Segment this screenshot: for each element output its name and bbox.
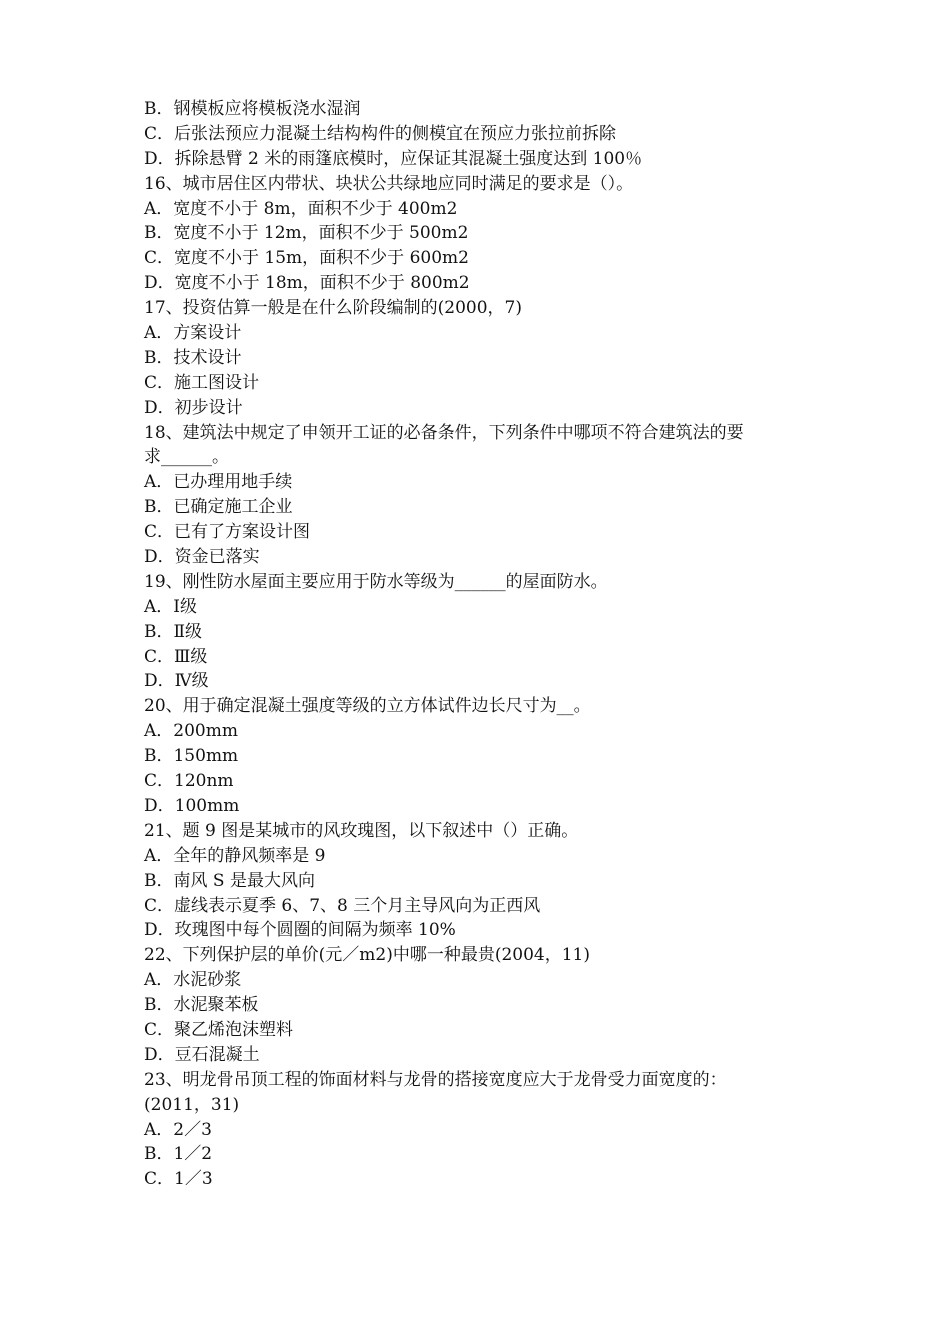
option-line: C．Ⅲ级 xyxy=(144,646,208,667)
option-line: A．水泥砂浆 xyxy=(144,970,242,991)
option-line: C．施工图设计 xyxy=(144,372,260,393)
option-line: D．宽度不小于 18m，面积不少于 800m2 xyxy=(144,273,470,294)
option-line: C．虚线表示夏季 6、7、8 三个月主导风向为正西风 xyxy=(144,895,541,916)
question-21: 21、题 9 图是某城市的风玫瑰图，以下叙述中（）正确。 xyxy=(144,820,579,841)
option-line: A．全年的静风频率是 9 xyxy=(144,845,326,866)
option-line: C．1／3 xyxy=(144,1169,213,1190)
option-line: B．150mm xyxy=(144,746,239,767)
option-line: C．120nm xyxy=(144,771,234,792)
option-line: B．钢模板应将模板浇水湿润 xyxy=(144,99,361,119)
option-line: A．已办理用地手续 xyxy=(144,472,293,493)
question-18: 18、建筑法中规定了申领开工证的必备条件，下列条件中哪项不符合建筑法的要 xyxy=(144,422,744,443)
option-line: C．后张法预应力混凝土结构构件的侧模宜在预应力张拉前拆除 xyxy=(144,123,617,144)
option-line: D．豆石混凝土 xyxy=(144,1044,260,1065)
option-line: B．技术设计 xyxy=(144,347,242,368)
option-line: A．宽度不小于 8m，面积不少于 400m2 xyxy=(144,198,458,219)
option-line: D．Ⅳ级 xyxy=(144,671,209,692)
option-line: D．资金已落实 xyxy=(144,547,260,568)
question-20: 20、用于确定混凝土强度等级的立方体试件边长尺寸为__。 xyxy=(144,696,591,717)
option-line: D．初步设计 xyxy=(144,397,243,418)
question-18-continued: 求______。 xyxy=(144,447,229,468)
document-body xyxy=(144,97,814,1192)
option-line: A．Ⅰ级 xyxy=(144,596,197,617)
option-line: B．已确定施工企业 xyxy=(144,497,293,518)
option-line: A．2／3 xyxy=(144,1119,212,1140)
option-line: C．宽度不小于 15m，面积不少于 600m2 xyxy=(144,248,469,269)
option-line: B．南风 S 是最大风向 xyxy=(144,870,315,891)
option-line: A．方案设计 xyxy=(144,323,242,344)
option-line: A．200mm xyxy=(144,721,238,742)
option-line: B．1／2 xyxy=(144,1144,213,1165)
question-17: 17、投资估算一般是在什么阶段编制的(2000，7) xyxy=(144,298,522,319)
question-23-continued: (2011，31) xyxy=(144,1094,240,1115)
question-19: 19、刚性防水屋面主要应用于防水等级为______的屋面防水。 xyxy=(144,571,608,592)
question-22: 22、下列保护层的单价(元／m2)中哪一种最贵(2004，11) xyxy=(144,945,590,966)
option-line: B．宽度不小于 12m，面积不少于 500m2 xyxy=(144,223,469,244)
option-line: B．Ⅱ级 xyxy=(144,621,203,642)
option-line: C．聚乙烯泡沫塑料 xyxy=(144,1019,294,1040)
option-line: D．100mm xyxy=(144,795,240,816)
question-23: 23、明龙骨吊顶工程的饰面材料与龙骨的搭接宽度应大于龙骨受力面宽度的： xyxy=(144,1069,727,1090)
option-line: C．已有了方案设计图 xyxy=(144,522,311,543)
option-line: D．拆除悬臂 2 米的雨篷底模时，应保证其混凝土强度达到 100％ xyxy=(144,148,643,169)
question-16: 16、城市居住区内带状、块状公共绿地应同时满足的要求是（）。 xyxy=(144,173,634,194)
option-line: D．玫瑰图中每个圆圈的间隔为频率 10% xyxy=(144,920,456,941)
option-line: B．水泥聚苯板 xyxy=(144,995,259,1016)
